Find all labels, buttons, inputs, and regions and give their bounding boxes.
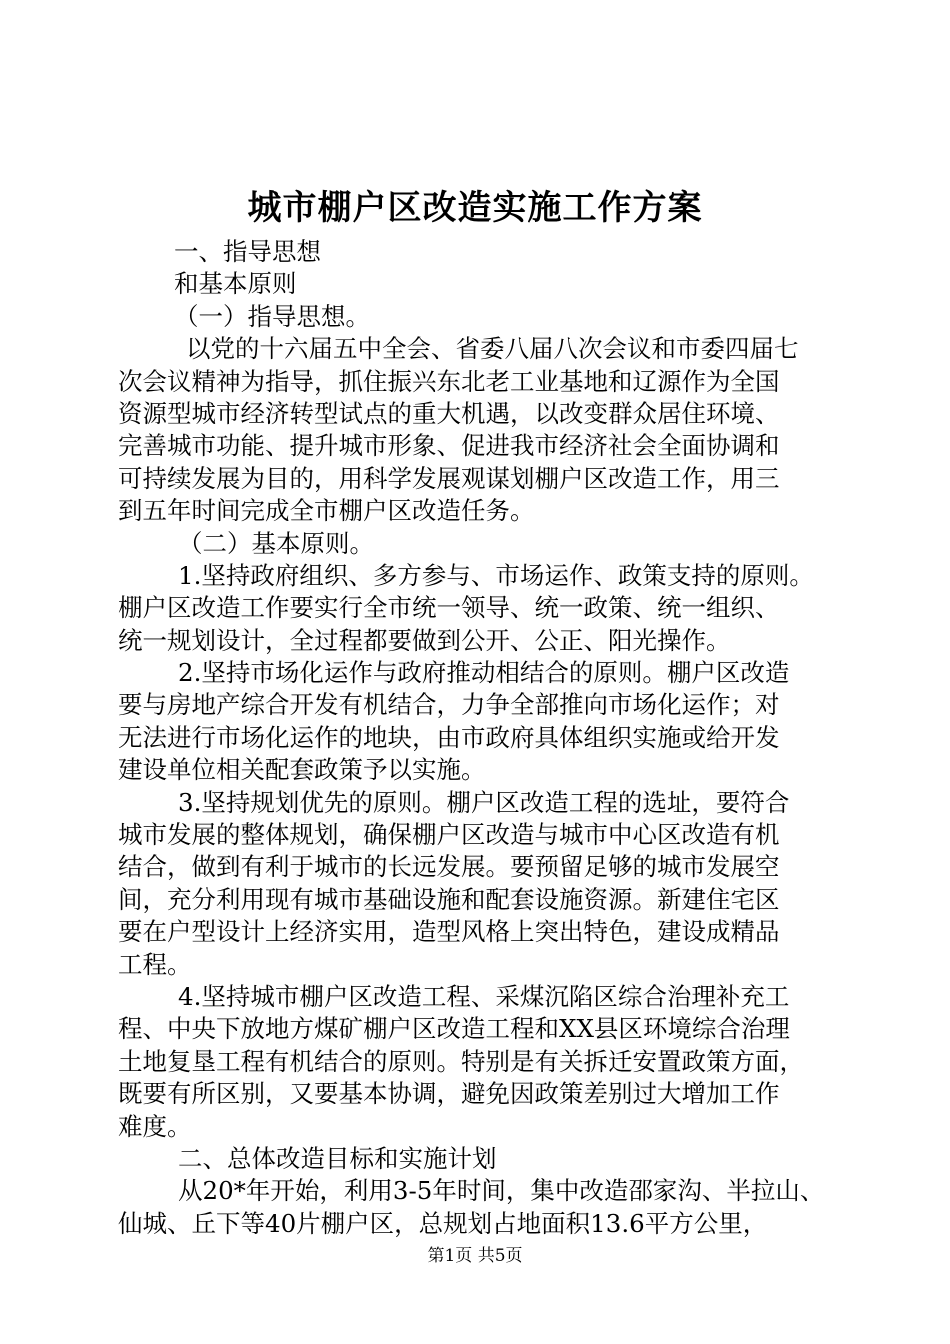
section-heading: 二、总体改造目标和实施计划 bbox=[178, 1143, 497, 1173]
paragraph-line: 间，充分利用现有城市基础设施和配套设施资源。新建住宅区 bbox=[118, 884, 780, 914]
paragraph-line: 从20*年开始，利用3-5年时间，集中改造邵家沟、半拉山、 bbox=[178, 1176, 825, 1206]
paragraph-line: 以党的十六届五中全会、省委八届八次会议和市委四届七 bbox=[186, 334, 799, 364]
paragraph-line: 1.坚持政府组织、多方参与、市场运作、政策支持的原则。 bbox=[178, 560, 814, 590]
paragraph-line: 资源型城市经济转型试点的重大机遇，以改变群众居住环境、 bbox=[118, 398, 780, 428]
subsection-heading: （二）基本原则。 bbox=[178, 528, 374, 558]
paragraph-line: 要与房地产综合开发有机结合，力争全部推向市场化运作；对 bbox=[118, 690, 780, 720]
section-heading: 一、指导思想 bbox=[174, 237, 321, 266]
subsection-heading: （一）指导思想。 bbox=[174, 301, 370, 331]
paragraph-line: 3.坚持规划优先的原则。棚户区改造工程的选址，要符合 bbox=[178, 787, 790, 817]
paragraph-line: 次会议精神为指导，抓住振兴东北老工业基地和辽源作为全国 bbox=[118, 366, 780, 396]
paragraph-line: 可持续发展为目的，用科学发展观谋划棚户区改造工作，用三 bbox=[118, 463, 780, 493]
paragraph-line: 完善城市功能、提升城市形象、促进我市经济社会全面协调和 bbox=[118, 431, 780, 461]
paragraph-line: 4.坚持城市棚户区改造工程、采煤沉陷区综合治理补充工 bbox=[178, 981, 790, 1011]
paragraph-line: 仙城、丘下等40片棚户区，总规划占地面积13.6平方公里， bbox=[118, 1208, 768, 1238]
section-heading-continued: 和基本原则 bbox=[174, 269, 297, 299]
paragraph-line: 程、中央下放地方煤矿棚户区改造工程和XX县区环境综合治理 bbox=[118, 1014, 790, 1044]
paragraph-line: 工程。 bbox=[118, 949, 192, 979]
paragraph-line: 城市发展的整体规划，确保棚户区改造与城市中心区改造有机 bbox=[118, 820, 780, 850]
page-number-footer: 第1页 共5页 bbox=[427, 1246, 523, 1266]
paragraph-line: 2.坚持市场化运作与政府推动相结合的原则。棚户区改造 bbox=[178, 658, 790, 688]
paragraph-line: 土地复垦工程有机结合的原则。特别是有关拆迁安置政策方面， bbox=[118, 1046, 804, 1076]
paragraph-line: 统一规划设计，全过程都要做到公开、公正、阳光操作。 bbox=[118, 625, 731, 655]
paragraph-line: 结合，做到有利于城市的长远发展。要预留足够的城市发展空 bbox=[118, 852, 780, 882]
paragraph-line: 棚户区改造工作要实行全市统一领导、统一政策、统一组织、 bbox=[118, 593, 780, 623]
paragraph-line: 难度。 bbox=[118, 1111, 192, 1141]
document-body bbox=[118, 236, 838, 1240]
paragraph-line: 无法进行市场化运作的地块，由市政府具体组织实施或给开发 bbox=[118, 722, 780, 752]
paragraph-line: 建设单位相关配套政策予以实施。 bbox=[118, 755, 486, 785]
document-title: 城市棚户区改造实施工作方案 bbox=[247, 188, 703, 228]
paragraph-line: 要在户型设计上经济实用，造型风格上突出特色，建设成精品 bbox=[118, 917, 780, 947]
paragraph-line: 到五年时间完成全市棚户区改造任务。 bbox=[118, 496, 535, 526]
paragraph-line: 既要有所区别，又要基本协调，避免因政策差别过大增加工作 bbox=[118, 1079, 780, 1109]
